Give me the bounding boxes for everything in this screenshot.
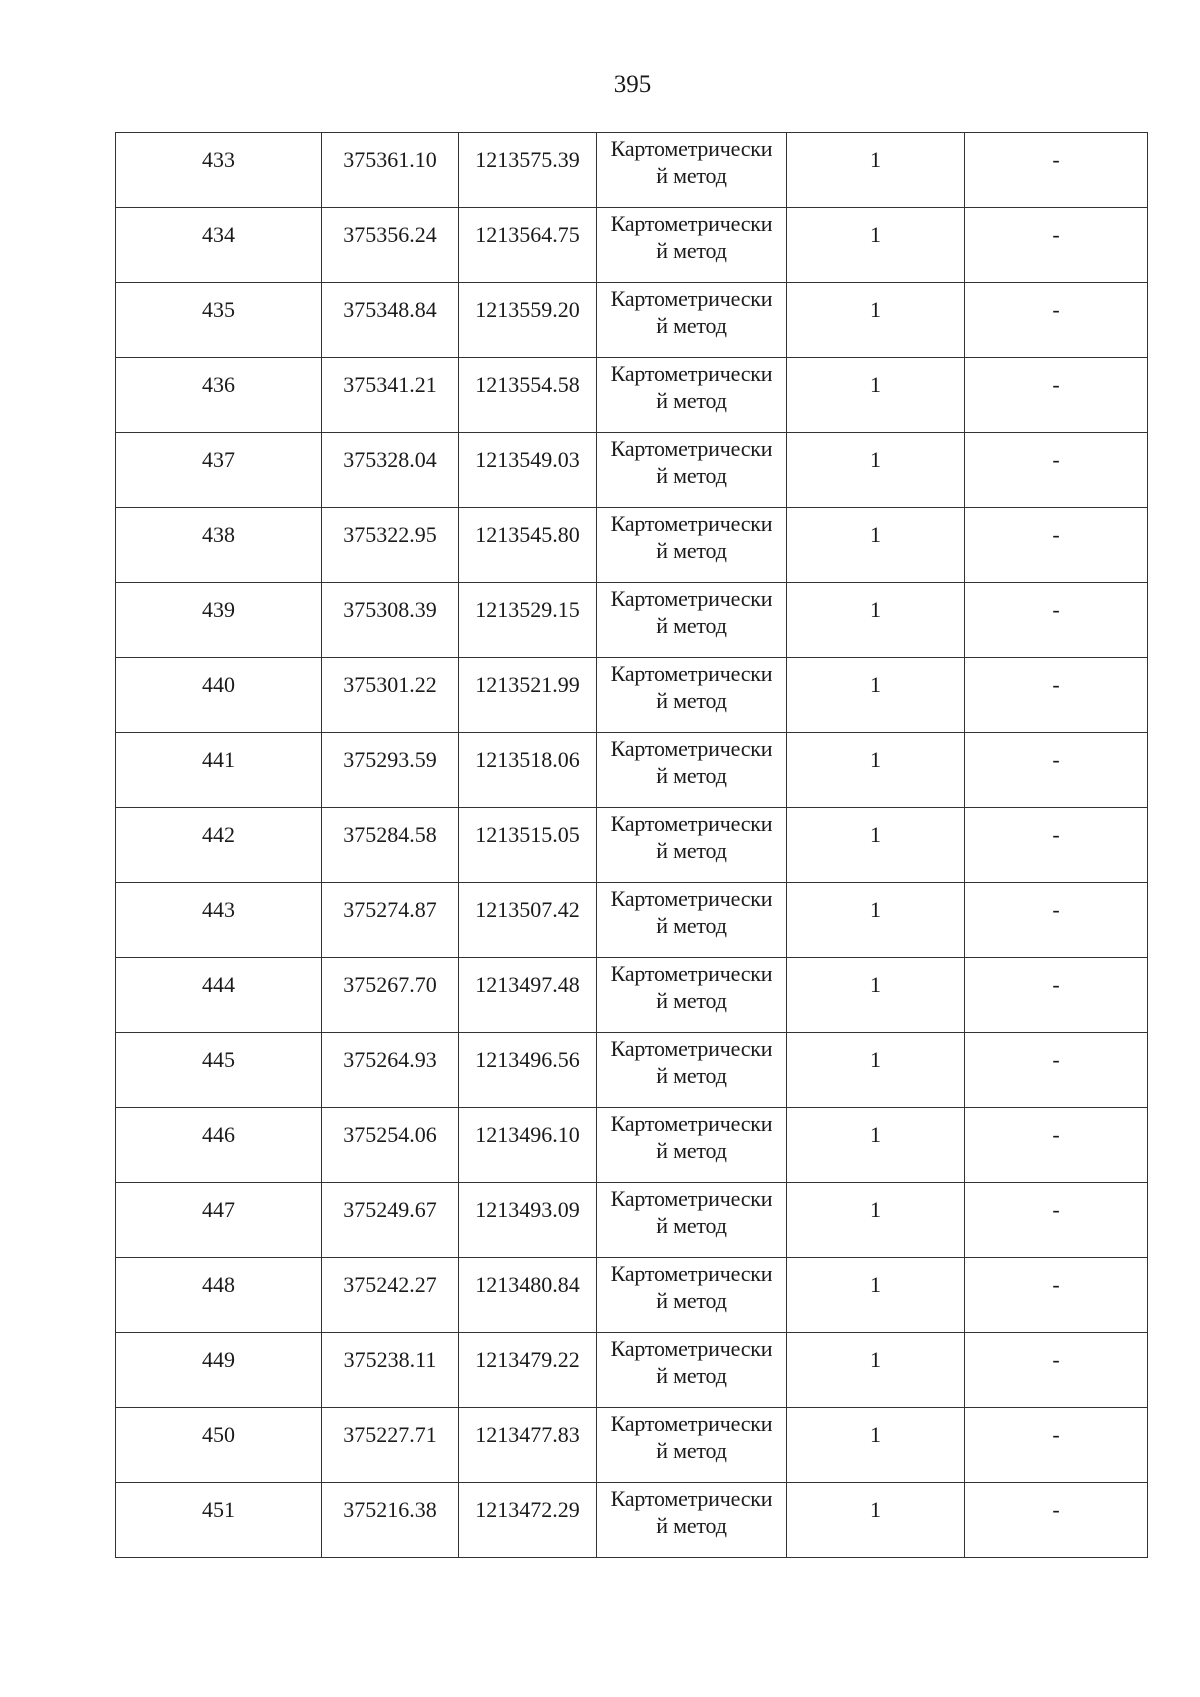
cell-point-number: 435 [116, 283, 322, 358]
method-text-line-1: Картометрически [610, 1036, 773, 1061]
cell-accuracy: 1 [787, 133, 965, 208]
method-text-line-2: й метод [656, 838, 727, 863]
cell-point-number: 447 [116, 1183, 322, 1258]
method-text-line-2: й метод [656, 463, 727, 488]
cell-method [597, 733, 787, 808]
cell-method [597, 1258, 787, 1333]
page-number: 395 [613, 71, 652, 98]
cell-y-coordinate: 1213545.80 [459, 508, 597, 583]
method-text-line-1: Картометрически [610, 511, 773, 536]
method-text-line-1: Картометрически [610, 436, 773, 461]
table-row [116, 883, 1148, 958]
cell-y-coordinate: 1213549.03 [459, 433, 597, 508]
method-text-line-2: й метод [656, 1363, 727, 1388]
method-text-line-1: Картометрически [610, 361, 773, 386]
method-text-line-2: й метод [656, 163, 727, 188]
cell-accuracy: 1 [787, 1183, 965, 1258]
cell-y-coordinate: 1213472.29 [459, 1483, 597, 1558]
cell-note: - [965, 1033, 1148, 1108]
cell-y-coordinate: 1213529.15 [459, 583, 597, 658]
cell-y-coordinate: 1213559.20 [459, 283, 597, 358]
cell-y-coordinate: 1213480.84 [459, 1258, 597, 1333]
cell-method [597, 808, 787, 883]
cell-y-coordinate: 1213507.42 [459, 883, 597, 958]
cell-x-coordinate: 375216.38 [322, 1483, 459, 1558]
cell-method [597, 1333, 787, 1408]
table-row [116, 1183, 1148, 1258]
method-text-line-1: Картометрически [610, 736, 773, 761]
cell-y-coordinate: 1213493.09 [459, 1183, 597, 1258]
cell-y-coordinate: 1213479.22 [459, 1333, 597, 1408]
method-text-line-2: й метод [656, 538, 727, 563]
cell-note: - [965, 733, 1148, 808]
method-text-line-2: й метод [656, 1513, 727, 1538]
method-text-line-1: Картометрически [610, 211, 773, 236]
method-text-line-1: Картометрически [610, 1411, 773, 1436]
cell-accuracy: 1 [787, 1033, 965, 1108]
method-text-line-1: Картометрически [610, 961, 773, 986]
table-row [116, 208, 1148, 283]
table-row [116, 508, 1148, 583]
cell-note: - [965, 958, 1148, 1033]
table-row [116, 958, 1148, 1033]
cell-point-number: 446 [116, 1108, 322, 1183]
table-row [116, 133, 1148, 208]
cell-method [597, 133, 787, 208]
cell-note: - [965, 1108, 1148, 1183]
table-row [116, 1033, 1148, 1108]
method-text-line-2: й метод [656, 913, 727, 938]
table-row [116, 733, 1148, 808]
cell-y-coordinate: 1213554.58 [459, 358, 597, 433]
cell-note: - [965, 1258, 1148, 1333]
cell-point-number: 445 [116, 1033, 322, 1108]
cell-point-number: 436 [116, 358, 322, 433]
cell-accuracy: 1 [787, 283, 965, 358]
cell-y-coordinate: 1213518.06 [459, 733, 597, 808]
cell-point-number: 443 [116, 883, 322, 958]
cell-accuracy: 1 [787, 1258, 965, 1333]
table-row [116, 808, 1148, 883]
cell-note: - [965, 1483, 1148, 1558]
cell-point-number: 433 [116, 133, 322, 208]
cell-x-coordinate: 375356.24 [322, 208, 459, 283]
cell-note: - [965, 133, 1148, 208]
method-text-line-1: Картометрически [610, 886, 773, 911]
cell-note: - [965, 583, 1148, 658]
table-body [116, 133, 1148, 1558]
cell-y-coordinate: 1213564.75 [459, 208, 597, 283]
cell-point-number: 451 [116, 1483, 322, 1558]
cell-note: - [965, 1333, 1148, 1408]
cell-point-number: 439 [116, 583, 322, 658]
cell-note: - [965, 1183, 1148, 1258]
cell-point-number: 440 [116, 658, 322, 733]
cell-x-coordinate: 375293.59 [322, 733, 459, 808]
cell-accuracy: 1 [787, 883, 965, 958]
method-text-line-2: й метод [656, 613, 727, 638]
cell-note: - [965, 508, 1148, 583]
cell-note: - [965, 883, 1148, 958]
method-text-line-2: й метод [656, 388, 727, 413]
cell-method [597, 283, 787, 358]
cell-note: - [965, 433, 1148, 508]
cell-x-coordinate: 375361.10 [322, 133, 459, 208]
cell-point-number: 441 [116, 733, 322, 808]
cell-method [597, 508, 787, 583]
cell-accuracy: 1 [787, 958, 965, 1033]
method-text-line-2: й метод [656, 688, 727, 713]
method-text-line-2: й метод [656, 1438, 727, 1463]
cell-note: - [965, 208, 1148, 283]
cell-x-coordinate: 375341.21 [322, 358, 459, 433]
cell-accuracy: 1 [787, 733, 965, 808]
cell-point-number: 449 [116, 1333, 322, 1408]
cell-y-coordinate: 1213497.48 [459, 958, 597, 1033]
cell-x-coordinate: 375227.71 [322, 1408, 459, 1483]
cell-method [597, 1183, 787, 1258]
method-text-line-2: й метод [656, 1213, 727, 1238]
cell-x-coordinate: 375254.06 [322, 1108, 459, 1183]
cell-x-coordinate: 375301.22 [322, 658, 459, 733]
method-text-line-1: Картометрически [610, 1486, 773, 1511]
method-text-line-1: Картометрически [610, 286, 773, 311]
table-row [116, 1408, 1148, 1483]
cell-x-coordinate: 375328.04 [322, 433, 459, 508]
cell-note: - [965, 283, 1148, 358]
cell-y-coordinate: 1213515.05 [459, 808, 597, 883]
method-text-line-1: Картометрически [610, 1186, 773, 1211]
cell-accuracy: 1 [787, 508, 965, 583]
cell-accuracy: 1 [787, 583, 965, 658]
cell-note: - [965, 808, 1148, 883]
cell-point-number: 444 [116, 958, 322, 1033]
cell-accuracy: 1 [787, 1108, 965, 1183]
cell-method [597, 1108, 787, 1183]
method-text-line-2: й метод [656, 238, 727, 263]
method-text-line-2: й метод [656, 1288, 727, 1313]
cell-accuracy: 1 [787, 1408, 965, 1483]
cell-method [597, 958, 787, 1033]
cell-accuracy: 1 [787, 1333, 965, 1408]
cell-method [597, 1483, 787, 1558]
method-text-line-2: й метод [656, 313, 727, 338]
cell-y-coordinate: 1213496.56 [459, 1033, 597, 1108]
cell-y-coordinate: 1213521.99 [459, 658, 597, 733]
table-row [116, 283, 1148, 358]
cell-x-coordinate: 375238.11 [322, 1333, 459, 1408]
cell-point-number: 438 [116, 508, 322, 583]
cell-point-number: 448 [116, 1258, 322, 1333]
method-text-line-2: й метод [656, 1063, 727, 1088]
cell-y-coordinate: 1213496.10 [459, 1108, 597, 1183]
method-text-line-1: Картометрически [610, 1336, 773, 1361]
cell-point-number: 434 [116, 208, 322, 283]
cell-y-coordinate: 1213477.83 [459, 1408, 597, 1483]
cell-accuracy: 1 [787, 208, 965, 283]
method-text-line-1: Картометрически [610, 811, 773, 836]
cell-x-coordinate: 375274.87 [322, 883, 459, 958]
cell-method [597, 208, 787, 283]
cell-method [597, 883, 787, 958]
method-text-line-1: Картометрически [610, 1111, 773, 1136]
table-row [116, 433, 1148, 508]
cell-x-coordinate: 375284.58 [322, 808, 459, 883]
cell-accuracy: 1 [787, 808, 965, 883]
method-text-line-2: й метод [656, 1138, 727, 1163]
cell-point-number: 437 [116, 433, 322, 508]
method-text-line-1: Картометрически [610, 136, 773, 161]
cell-note: - [965, 658, 1148, 733]
coordinates-table [115, 132, 1148, 1558]
table-row [116, 358, 1148, 433]
cell-method [597, 658, 787, 733]
table-row [116, 1108, 1148, 1183]
cell-accuracy: 1 [787, 1483, 965, 1558]
cell-method [597, 1033, 787, 1108]
cell-x-coordinate: 375264.93 [322, 1033, 459, 1108]
table-row [116, 658, 1148, 733]
cell-point-number: 450 [116, 1408, 322, 1483]
table-row [116, 1258, 1148, 1333]
cell-method [597, 583, 787, 658]
cell-accuracy: 1 [787, 658, 965, 733]
method-text-line-2: й метод [656, 763, 727, 788]
cell-x-coordinate: 375242.27 [322, 1258, 459, 1333]
cell-method [597, 433, 787, 508]
cell-note: - [965, 1408, 1148, 1483]
cell-method [597, 1408, 787, 1483]
table-row [116, 1333, 1148, 1408]
table-row [116, 583, 1148, 658]
cell-accuracy: 1 [787, 358, 965, 433]
cell-note: - [965, 358, 1148, 433]
method-text-line-2: й метод [656, 988, 727, 1013]
cell-x-coordinate: 375267.70 [322, 958, 459, 1033]
cell-method [597, 358, 787, 433]
method-text-line-1: Картометрически [610, 661, 773, 686]
cell-x-coordinate: 375308.39 [322, 583, 459, 658]
cell-x-coordinate: 375249.67 [322, 1183, 459, 1258]
cell-y-coordinate: 1213575.39 [459, 133, 597, 208]
method-text-line-1: Картометрически [610, 586, 773, 611]
cell-accuracy: 1 [787, 433, 965, 508]
cell-x-coordinate: 375348.84 [322, 283, 459, 358]
method-text-line-1: Картометрически [610, 1261, 773, 1286]
table-row [116, 1483, 1148, 1558]
cell-x-coordinate: 375322.95 [322, 508, 459, 583]
cell-point-number: 442 [116, 808, 322, 883]
